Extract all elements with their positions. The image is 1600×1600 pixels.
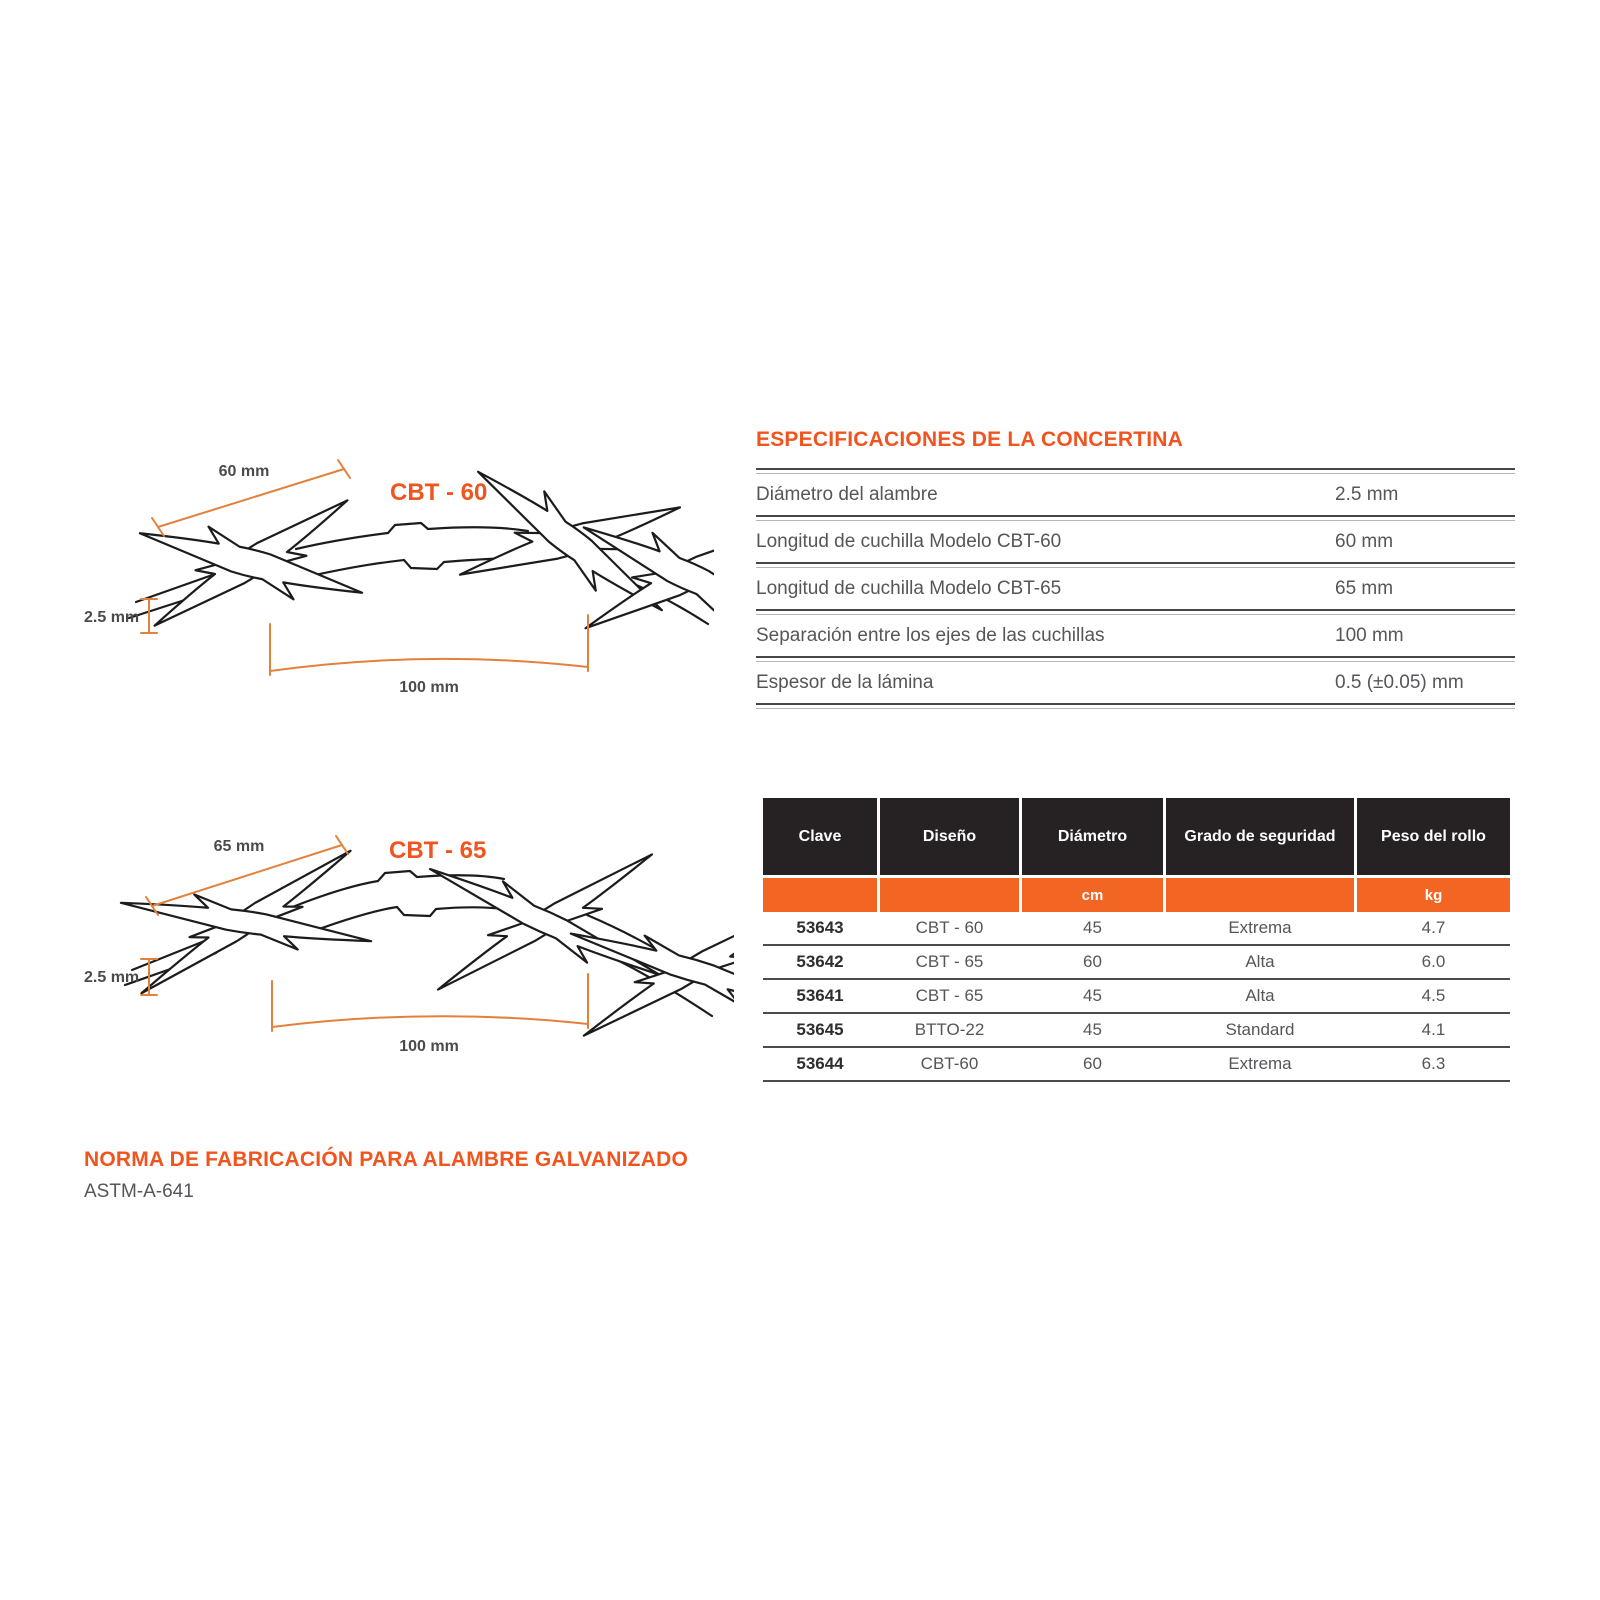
unit-cell: [1166, 878, 1354, 912]
cell-clave: 53641: [796, 986, 844, 1005]
cbt60-wire-drawing: [84, 452, 714, 702]
cbt60-thickness-bracket: [141, 599, 157, 633]
column-header-diseno: Diseño: [880, 798, 1019, 875]
cell-grado: Alta: [1245, 986, 1275, 1005]
cell-diseno: CBT - 60: [915, 918, 984, 937]
column-header-grado: Grado de seguridad: [1166, 798, 1354, 875]
spec-row: [756, 568, 1515, 609]
table-row: [763, 980, 1510, 1014]
cbt65-spacing-label: 100 mm: [399, 1038, 459, 1055]
standard-code: ASTM-A-641: [84, 1181, 194, 1202]
specifications-section: [756, 428, 1515, 709]
spec-row: [756, 474, 1515, 515]
cbt60-thickness-label: 2.5 mm: [84, 609, 140, 626]
cbt60-blade-length-label: 60 mm: [218, 463, 270, 480]
spec-value: 2.5 mm: [1335, 484, 1399, 505]
cell-grado: Standard: [1225, 1020, 1295, 1039]
products-table: [763, 798, 1510, 1082]
spec-row: [756, 662, 1515, 703]
cbt60-spacing-arc: [270, 615, 588, 675]
cell-diseno: CBT-60: [920, 1054, 979, 1073]
cbt65-thickness-label: 2.5 mm: [84, 969, 140, 986]
cell-diseno: CBT - 65: [915, 986, 984, 1005]
spec-row: [756, 615, 1515, 656]
cell-diseno: BTTO-22: [914, 1020, 985, 1039]
spec-value: 60 mm: [1335, 531, 1394, 552]
cbt65-wire-drawing: [84, 818, 734, 1068]
cell-diametro: 60: [1083, 952, 1102, 971]
cell-clave: 53642: [796, 952, 844, 971]
cell-peso: 6.0: [1421, 952, 1446, 971]
cbt60-model-label: CBT - 60: [390, 479, 488, 506]
standard-title: NORMA DE FABRICACIÓN PARA ALAMBRE GALVANIZADO: [84, 1148, 688, 1171]
table-header-row: [763, 798, 1510, 875]
spec-label: Diámetro del alambre: [756, 484, 938, 505]
cell-diseno: CBT - 65: [915, 952, 984, 971]
spec-label: Espesor de la lámina: [756, 672, 934, 693]
table-row: [763, 912, 1510, 946]
spec-label: Separación entre los ejes de las cuchillas: [756, 625, 1105, 646]
cell-diametro: 60: [1083, 1054, 1102, 1073]
table-row: [763, 1048, 1510, 1082]
cell-diametro: 45: [1083, 1020, 1102, 1039]
manufacturing-standard-section: [84, 1148, 688, 1203]
unit-cell-kg: kg: [1357, 878, 1510, 912]
cell-grado: Alta: [1245, 952, 1275, 971]
spec-label: Longitud de cuchilla Modelo CBT-65: [756, 578, 1062, 599]
unit-cell: [763, 878, 877, 912]
cell-diametro: 45: [1083, 918, 1102, 937]
cbt65-blade-length-label: 65 mm: [213, 838, 265, 855]
column-header-clave: Clave: [763, 798, 877, 875]
spec-label: Longitud de cuchilla Modelo CBT-60: [756, 531, 1062, 552]
unit-cell-cm: cm: [1022, 878, 1163, 912]
spec-value: 100 mm: [1335, 625, 1404, 646]
cbt60-diagram: [84, 452, 714, 702]
cbt65-barb-clusters: [118, 833, 734, 1054]
table-row: [763, 1014, 1510, 1048]
spec-value: 0.5 (±0.05) mm: [1335, 672, 1464, 693]
spec-row: [756, 521, 1515, 562]
table-row: [763, 946, 1510, 980]
cbt65-spacing-arc: [272, 974, 588, 1031]
cell-clave: 53643: [796, 918, 844, 937]
unit-cell: [880, 878, 1019, 912]
table-units-row: [763, 875, 1510, 912]
cell-grado: Extrema: [1228, 1054, 1292, 1073]
cell-peso: 4.7: [1421, 918, 1446, 937]
cell-clave: 53645: [796, 1020, 844, 1039]
cell-diametro: 45: [1083, 986, 1102, 1005]
cell-clave: 53644: [796, 1054, 844, 1073]
specifications-title: ESPECIFICACIONES DE LA CONCERTINA: [756, 428, 1184, 451]
spec-value: 65 mm: [1335, 578, 1394, 599]
cell-grado: Extrema: [1228, 918, 1292, 937]
cbt65-diagram: [84, 818, 734, 1068]
column-header-diametro: Diámetro: [1022, 798, 1163, 875]
cell-peso: 4.5: [1421, 986, 1446, 1005]
cell-peso: 4.1: [1421, 1020, 1446, 1039]
divider: [756, 703, 1515, 709]
column-header-peso: Peso del rollo: [1357, 798, 1510, 875]
cbt60-spacing-label: 100 mm: [399, 679, 459, 696]
cbt65-model-label: CBT - 65: [389, 837, 487, 864]
cell-peso: 6.3: [1421, 1054, 1446, 1073]
